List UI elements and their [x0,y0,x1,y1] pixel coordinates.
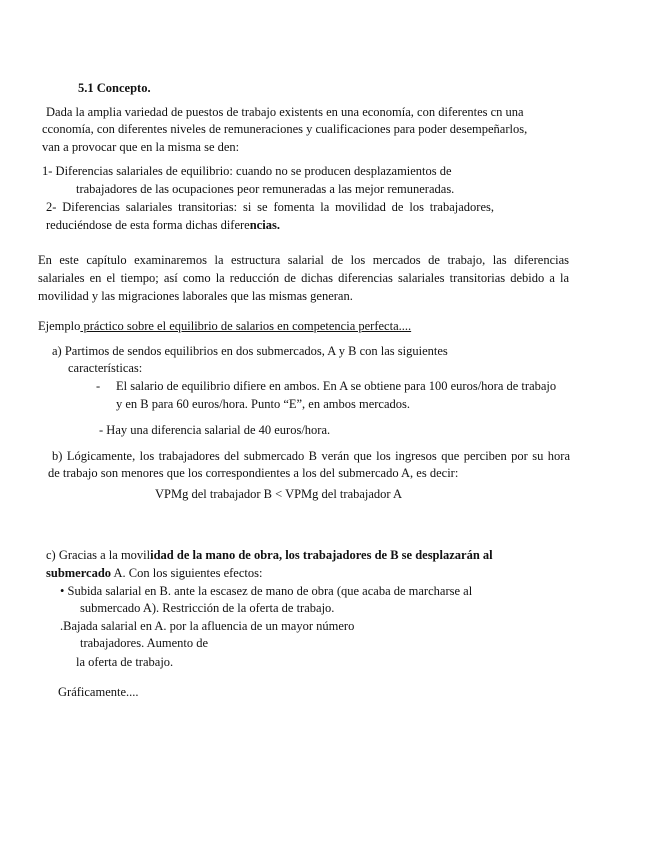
example-heading [38,318,411,335]
point-c-effect-2-line-2: trabajadores. Aumento de [80,636,209,650]
point-a-line-1: a) Partimos de sendos equilibrios en dos submercados, A y B con las siguientes [52,344,448,358]
point-c-line-2-text: A. Con los siguientes efectos: [111,566,263,580]
point-c-effect-1-line-2: submercado A). Restricción de la oferta de trabajo. [80,601,335,615]
point-c-line-1 [46,547,493,564]
example-heading-plain: Ejemplo [38,319,81,333]
difference-item-2-line-1: 2- Diferencias salariales transitorias: si se fomenta la movilidad de los trabajadores, [46,200,494,214]
point-a-bullet-1-line-2: y en B para 60 euros/hora. Punto “E”, en ambos mercados. [116,397,411,411]
chapter-line-2: salariales en el tiempo; así como la reducción de dichas diferencias salariales transitorias debido a la [38,271,569,285]
point-a-bullet-1-dash: - [96,379,101,393]
point-c-effect-2-line-1: .Bajada salarial en A. por la afluencia de un mayor número [60,619,355,633]
point-c-effect-2-line-3: la oferta de trabajo. [76,655,174,669]
point-c-line-2 [46,565,262,582]
chapter-line-1: En este capítulo examinaremos la estructura salarial de los mercados de trabajo, las diferencias [38,253,569,267]
difference-item-1-line-1: 1- Diferencias salariales de equilibrio: cuando no se producen desplazamientos de [42,164,452,178]
chapter-line-3: movilidad y las migraciones laborales que las mismas generan. [38,289,353,303]
point-b-line-2: de trabajo son menores que los correspondientes a los del submercado A, es decir: [48,466,459,480]
graphically-label: Gráficamente.... [58,685,139,699]
point-c-line-1-bold: idad de la mano de obra, los trabajadores de B se desplazarán al [150,548,493,562]
difference-item-2-line-2 [46,217,280,234]
intro-line-1: Dada la amplia variedad de puestos de trabajo existents en una economía, con diferentes cn una [46,105,524,119]
intro-line-2: cconomía, con diferentes niveles de remuneraciones y cualificaciones para poder desempeñarlos, [42,122,528,136]
point-b-formula: VPMg del trabajador B < VPMg del trabajador A [155,487,403,501]
point-a-line-2: características: [68,361,143,375]
point-c-effect-1-line-1: • Subida salarial en B. ante la escasez de mano de obra (que acaba de marcharse al [60,584,473,598]
difference-item-2-text: reduciéndose de esta forma dichas difere [46,218,250,232]
point-b-line-1: b) Lógicamente, los trabajadores del submercado B verán que los ingresos que perciben por su hora [52,449,570,463]
intro-line-3: van a provocar que en la misma se den: [42,140,240,154]
point-a-bullet-2: - Hay una diferencia salarial de 40 euros/hora. [99,423,331,437]
difference-item-2-bold: ncias. [249,218,280,232]
difference-item-1-line-2: trabajadores de las ocupaciones peor remuneradas a las mejor remuneradas. [76,182,455,196]
point-a-bullet-1-line-1: El salario de equilibrio difiere en ambos. En A se obtiene para 100 euros/hora de trabajo [116,379,557,393]
section-title: 5.1 Concepto. [78,81,151,95]
point-c-line-2-bold: submercado [46,566,112,580]
example-heading-underlined: práctico sobre el equilibrio de salarios en competencia perfecta.... [80,319,412,333]
point-c-line-1-text: c) Gracias a la movil [46,548,151,562]
